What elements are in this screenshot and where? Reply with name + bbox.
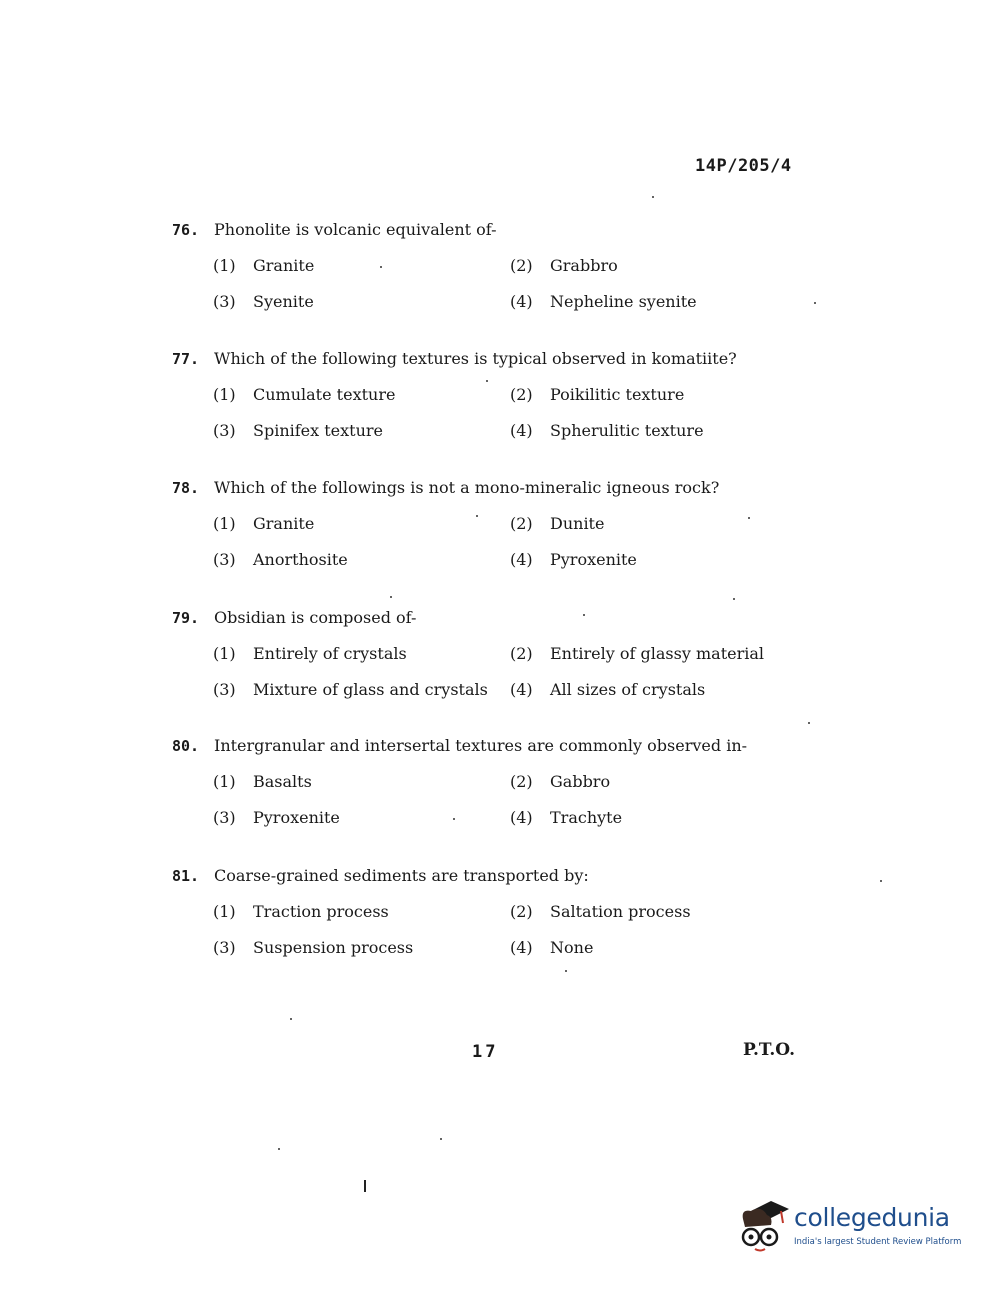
option-number: (1) [213, 256, 236, 275]
option-number: (4) [510, 808, 533, 827]
option-number: (1) [213, 385, 236, 404]
question-number: 77. [172, 350, 200, 368]
option-text: Entirely of crystals [253, 644, 407, 663]
brand-tagline: India's largest Student Review Platform [794, 1237, 962, 1247]
option-4 [510, 292, 697, 312]
scan-speck [814, 302, 816, 304]
option-3 [213, 292, 314, 312]
option-number: (2) [510, 256, 533, 275]
option-number: (3) [213, 808, 236, 827]
question-number: 79. [172, 609, 200, 627]
brand-name: collegedunia [794, 1203, 950, 1232]
option-3 [213, 808, 340, 828]
question-text: Phonolite is volcanic equivalent of- [214, 220, 497, 239]
question-76 [172, 220, 822, 312]
option-number: (2) [510, 902, 533, 921]
option-text: Basalts [253, 772, 312, 791]
options-grid [172, 369, 822, 441]
option-number: (1) [213, 902, 236, 921]
option-2 [510, 772, 610, 792]
option-1 [213, 514, 314, 534]
scan-speck [390, 596, 392, 598]
option-number: (4) [510, 292, 533, 311]
question-77 [172, 349, 822, 441]
option-text: Grabbro [550, 256, 618, 275]
scan-speck [733, 598, 735, 600]
option-number: (4) [510, 421, 533, 440]
option-number: (2) [510, 644, 533, 663]
scan-speck [880, 880, 882, 882]
option-1 [213, 385, 395, 405]
option-text: Anorthosite [253, 550, 348, 569]
option-text: Syenite [253, 292, 314, 311]
option-text: Pyroxenite [550, 550, 637, 569]
question-80 [172, 736, 822, 828]
option-number: (2) [510, 514, 533, 533]
question-text: Which of the followings is not a mono-mineralic igneous rock? [214, 478, 720, 497]
scan-speck [583, 614, 585, 616]
option-3 [213, 938, 413, 958]
scan-speck [486, 380, 488, 382]
scan-speck [440, 1138, 442, 1140]
option-2 [510, 385, 684, 405]
option-number: (2) [510, 385, 533, 404]
option-number: (4) [510, 680, 533, 699]
question-number: 78. [172, 479, 200, 497]
option-number: (1) [213, 772, 236, 791]
question-text: Which of the following textures is typical observed in komatiite? [214, 349, 737, 368]
option-number: (3) [213, 680, 236, 699]
option-text: Entirely of glassy material [550, 644, 765, 663]
scan-speck [290, 1018, 292, 1020]
collegedunia-watermark [737, 1195, 967, 1255]
scan-mark [364, 1180, 366, 1192]
option-number: (3) [213, 550, 236, 569]
option-text: Spinifex texture [253, 421, 384, 440]
option-3 [213, 550, 348, 570]
option-text: All sizes of crystals [550, 680, 706, 699]
scan-speck [380, 266, 382, 268]
scan-speck [278, 1148, 280, 1150]
option-text: Spherulitic texture [550, 421, 704, 440]
scan-speck [476, 515, 478, 517]
question-81 [172, 866, 822, 958]
question-number: 81. [172, 867, 200, 885]
options-grid [172, 756, 822, 828]
scan-speck [808, 722, 810, 724]
question-number: 76. [172, 221, 200, 239]
option-number: (2) [510, 772, 533, 791]
question-number: 80. [172, 737, 200, 755]
scan-speck [748, 517, 750, 519]
option-1 [213, 772, 312, 792]
option-2 [510, 902, 691, 922]
option-2 [510, 514, 604, 534]
option-4 [510, 808, 622, 828]
option-2 [510, 256, 618, 276]
option-number: (1) [213, 644, 236, 663]
option-1 [213, 644, 407, 664]
option-number: (4) [510, 550, 533, 569]
option-text: Mixture of glass and crystals [253, 680, 488, 699]
option-text: Suspension process [253, 938, 414, 957]
question-79 [172, 608, 822, 700]
option-text: Poikilitic texture [550, 385, 685, 404]
option-1 [213, 256, 314, 276]
question-text: Intergranular and intersertal textures are commonly observed in- [214, 736, 748, 755]
option-text: Granite [253, 514, 315, 533]
option-1 [213, 902, 389, 922]
option-text: Nepheline syenite [550, 292, 697, 311]
question-78 [172, 478, 822, 570]
options-grid [172, 886, 822, 958]
option-3 [213, 680, 488, 700]
option-number: (4) [510, 938, 533, 957]
options-grid [172, 628, 822, 700]
scan-speck [652, 196, 654, 198]
option-4 [510, 938, 593, 958]
options-grid [172, 498, 822, 570]
page-code: 14P/205/4 [695, 156, 792, 176]
option-4 [510, 421, 704, 441]
option-number: (3) [213, 421, 236, 440]
option-4 [510, 550, 637, 570]
pto-label: P.T.O. [743, 1040, 795, 1060]
option-number: (3) [213, 938, 236, 957]
option-text: Saltation process [550, 902, 691, 921]
scan-speck [453, 818, 455, 820]
option-text: Gabbro [550, 772, 611, 791]
option-text: None [550, 938, 594, 957]
mascot-icon [737, 1197, 791, 1253]
option-3 [213, 421, 383, 441]
option-text: Cumulate texture [253, 385, 396, 404]
option-text: Traction process [253, 902, 389, 921]
option-text: Dunite [550, 514, 605, 533]
option-2 [510, 644, 764, 664]
scan-speck [565, 970, 567, 972]
option-text: Granite [253, 256, 315, 275]
options-grid [172, 240, 822, 312]
question-text: Obsidian is composed of- [214, 608, 417, 627]
page-number: 17 [472, 1042, 499, 1062]
option-number: (3) [213, 292, 236, 311]
question-text: Coarse-grained sediments are transported by: [214, 866, 589, 885]
option-4 [510, 680, 705, 700]
option-text: Trachyte [550, 808, 623, 827]
option-number: (1) [213, 514, 236, 533]
option-text: Pyroxenite [253, 808, 340, 827]
